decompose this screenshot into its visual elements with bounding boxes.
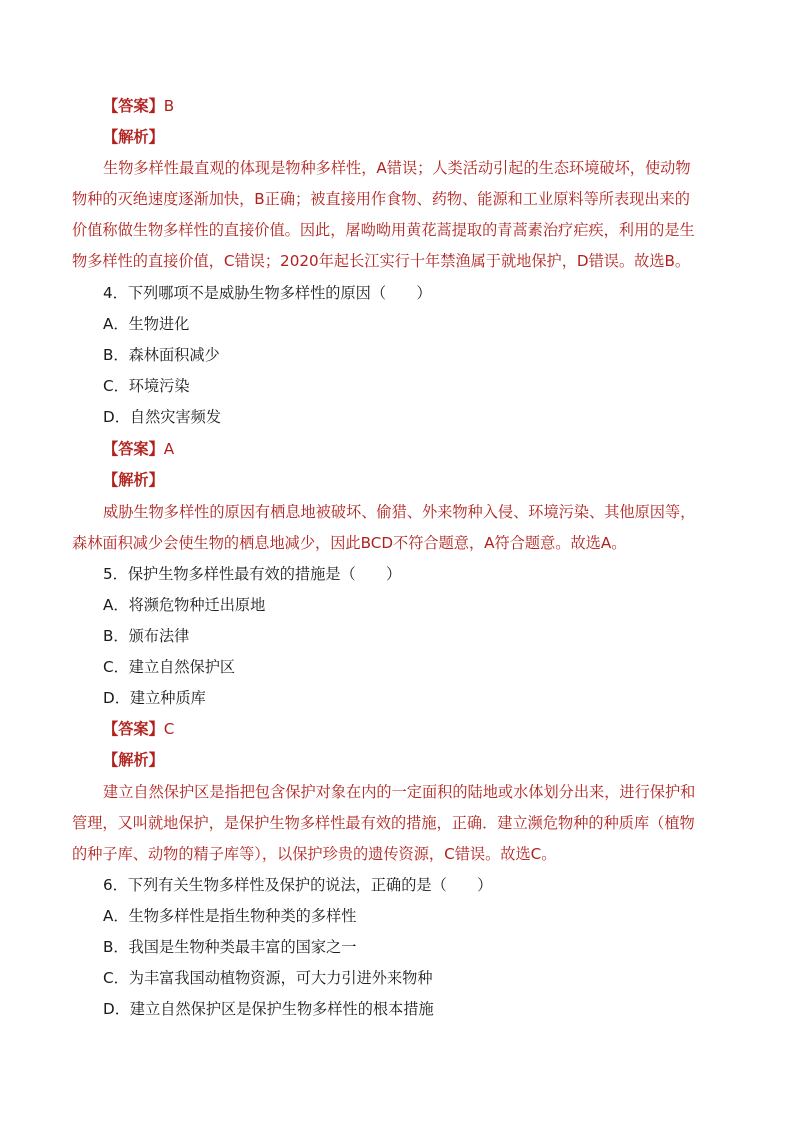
q6-stem: 6．下列有关生物多样性及保护的说法，正确的是（ ） xyxy=(103,876,493,894)
q4-stem: 4．下列哪项不是威胁生物多样性的原因（ ） xyxy=(103,284,432,302)
answer-value: A xyxy=(163,440,175,458)
q4-analysis-line: 森林面积减少会使生物的栖息地减少，因此BCD不符合题意，A符合题意。故选A。 xyxy=(72,534,627,552)
q3-analysis-label: 【解析】 xyxy=(103,128,164,146)
q5-analysis-label: 【解析】 xyxy=(103,751,164,769)
q5-analysis-line: 建立自然保护区是指把包含保护对象在内的一定面积的陆地或水体划分出来，进行保护和 xyxy=(103,783,696,801)
answer-label: 【答案】 xyxy=(103,720,164,738)
answer-value: C xyxy=(163,720,175,738)
q6-option-a: A．生物多样性是指生物种类的多样性 xyxy=(103,907,357,925)
q6-option-c: C．为丰富我国动植物资源，可大力引进外来物种 xyxy=(103,969,433,987)
q5-analysis-line: 管理，又叫就地保护，是保护生物多样性最有效的措施，正确．建立濒危物种的种质库（植物 xyxy=(72,814,695,832)
q3-analysis-line: 价值称做生物多样性的直接价值。因此，屠呦呦用黄花蒿提取的青蒿素治疗疟疾，利用的是生 xyxy=(72,221,695,239)
q5-answer xyxy=(103,719,174,739)
q4-option-a: A．生物进化 xyxy=(103,315,190,333)
q4-analysis-label: 【解析】 xyxy=(103,471,164,489)
q4-answer xyxy=(103,439,174,459)
q6-option-b: B．我国是生物种类最丰富的国家之一 xyxy=(103,938,357,956)
q5-analysis-line: 的种子库、动物的精子库等），以保护珍贵的遗传资源，C错误。故选C。 xyxy=(72,845,557,863)
answer-value: B xyxy=(163,97,175,115)
q4-option-c: C．环境污染 xyxy=(103,377,190,395)
q4-option-d: D．自然灾害频发 xyxy=(103,408,222,426)
q5-stem: 5．保护生物多样性最有效的措施是（ ） xyxy=(103,565,402,583)
q5-option-d: D．建立种质库 xyxy=(103,689,206,707)
q5-option-a: A．将濒危物种迁出原地 xyxy=(103,596,266,614)
q5-option-b: B．颁布法律 xyxy=(103,627,190,645)
q4-option-b: B．森林面积减少 xyxy=(103,346,220,364)
q6-option-d: D．建立自然保护区是保护生物多样性的根本措施 xyxy=(103,1000,434,1018)
q3-analysis-line: 生物多样性最直观的体现是物种多样性，A错误；人类活动引起的生态环境破坏，使动物 xyxy=(103,159,691,177)
answer-label: 【答案】 xyxy=(103,440,164,458)
q5-option-c: C．建立自然保护区 xyxy=(103,658,236,676)
q3-answer xyxy=(103,96,174,116)
answer-label: 【答案】 xyxy=(103,97,164,115)
q3-analysis-line: 物种的灭绝速度逐渐加快，B正确；被直接用作食物、药物、能源和工业原料等所表现出来的 xyxy=(72,190,690,208)
q4-analysis-line: 威胁生物多样性的原因有栖息地被破坏、偷猎、外来物种入侵、环境污染、其他原因等， xyxy=(103,503,696,521)
q3-analysis-line: 物多样性的直接价值，C错误；2020年起长江实行十年禁渔属于就地保护，D错误。故选B。 xyxy=(72,252,691,270)
